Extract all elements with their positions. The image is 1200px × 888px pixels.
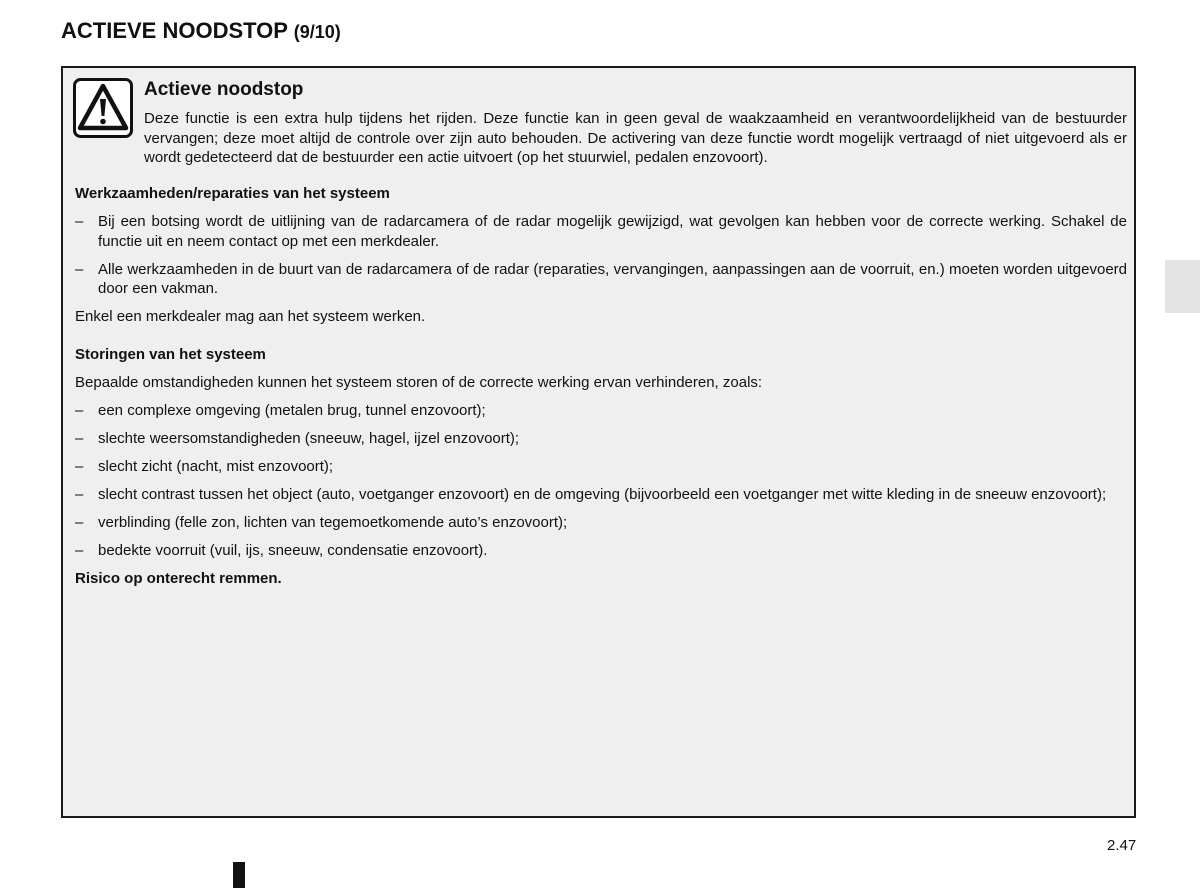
list-item bbox=[75, 513, 1127, 533]
faults-intro: Bepaalde omstandigheden kunnen het systeem storen of de correcte werking ervan verhinderen, zoals: bbox=[75, 373, 763, 391]
maintenance-heading: Werkzaamheden/reparaties van het systeem bbox=[75, 185, 390, 202]
fault-item-text: slecht zicht (nacht, mist enzovoort); bbox=[98, 457, 334, 475]
fault-item-text: een complexe omgeving (metalen brug, tunnel enzovoort); bbox=[98, 401, 486, 419]
list-item bbox=[75, 429, 1127, 449]
warning-title: Actieve noodstop bbox=[144, 79, 304, 100]
list-item bbox=[75, 212, 1127, 251]
faults-heading: Storingen van het systeem bbox=[75, 345, 266, 363]
dash-bullet: – bbox=[75, 513, 84, 531]
page-title-part: (9/10) bbox=[293, 22, 341, 42]
warning-content bbox=[75, 184, 1127, 588]
warning-triangle-icon bbox=[73, 78, 133, 138]
fault-item-text: slechte weersomstandigheden (sneeuw, hagel, ijzel enzovoort); bbox=[98, 429, 520, 447]
dash-bullet: – bbox=[75, 541, 84, 559]
dash-bullet: – bbox=[75, 401, 84, 419]
list-item bbox=[75, 401, 1127, 421]
warning-box bbox=[61, 66, 1136, 818]
dash-bullet: – bbox=[75, 213, 84, 230]
page-title-text: ACTIEVE NOODSTOP bbox=[61, 18, 288, 43]
list-item bbox=[75, 457, 1127, 477]
dash-bullet: – bbox=[75, 429, 84, 447]
list-item bbox=[75, 485, 1127, 505]
crop-mark bbox=[233, 862, 245, 888]
maintenance-note: Enkel een merkdealer mag aan het systeem werken. bbox=[75, 308, 426, 325]
dash-bullet: – bbox=[75, 260, 84, 278]
page-title bbox=[61, 18, 341, 44]
maintenance-item-text: Alle werkzaamheden in de buurt van de radarcamera of de radar (reparaties, vervangingen, aanpassingen aan de voorruit, en.) moeten worden uitgevoerd door een vakman. bbox=[98, 260, 1127, 297]
risk-warning: Risico op onterecht remmen. bbox=[75, 569, 282, 587]
fault-item-text: bedekte voorruit (vuil, ijs, sneeuw, condensatie enzovoort). bbox=[98, 541, 488, 559]
page-number: 2.47 bbox=[1107, 837, 1137, 854]
fault-item-text: verblinding (felle zon, lichten van tegemoetkomende auto’s enzovoort); bbox=[98, 513, 568, 531]
list-item bbox=[75, 541, 1127, 561]
fault-item-text: slecht contrast tussen het object (auto, voetganger enzovoort) en de omgeving (bijvoorbeeld een voetganger met witte kleding in de sneeuw enzovoort); bbox=[98, 485, 1107, 503]
warning-intro: Deze functie is een extra hulp tijdens het rijden. Deze functie kan in geen geval de waakzaamheid en verantwoordelijkheid van de bestuurder vervangen; deze moet altijd de controle over zijn auto behouden. De activering van deze functie wordt mogelijk vertraagd of niet uitgevoerd als er wordt gedetecteerd dat de bestuurder een actie uitvoert (op het stuurwiel, pedalen enzovoort). bbox=[144, 110, 1127, 166]
dash-bullet: – bbox=[75, 457, 84, 475]
maintenance-item-text: Bij een botsing wordt de uitlijning van de radarcamera of de radar mogelijk gewijzigd, wat gevolgen kan hebben voor de correcte werking. Schakel de functie uit en neem contact op met een merkdealer. bbox=[98, 213, 1127, 250]
side-tab bbox=[1165, 260, 1200, 313]
list-item bbox=[75, 260, 1127, 299]
dash-bullet: – bbox=[75, 485, 84, 503]
